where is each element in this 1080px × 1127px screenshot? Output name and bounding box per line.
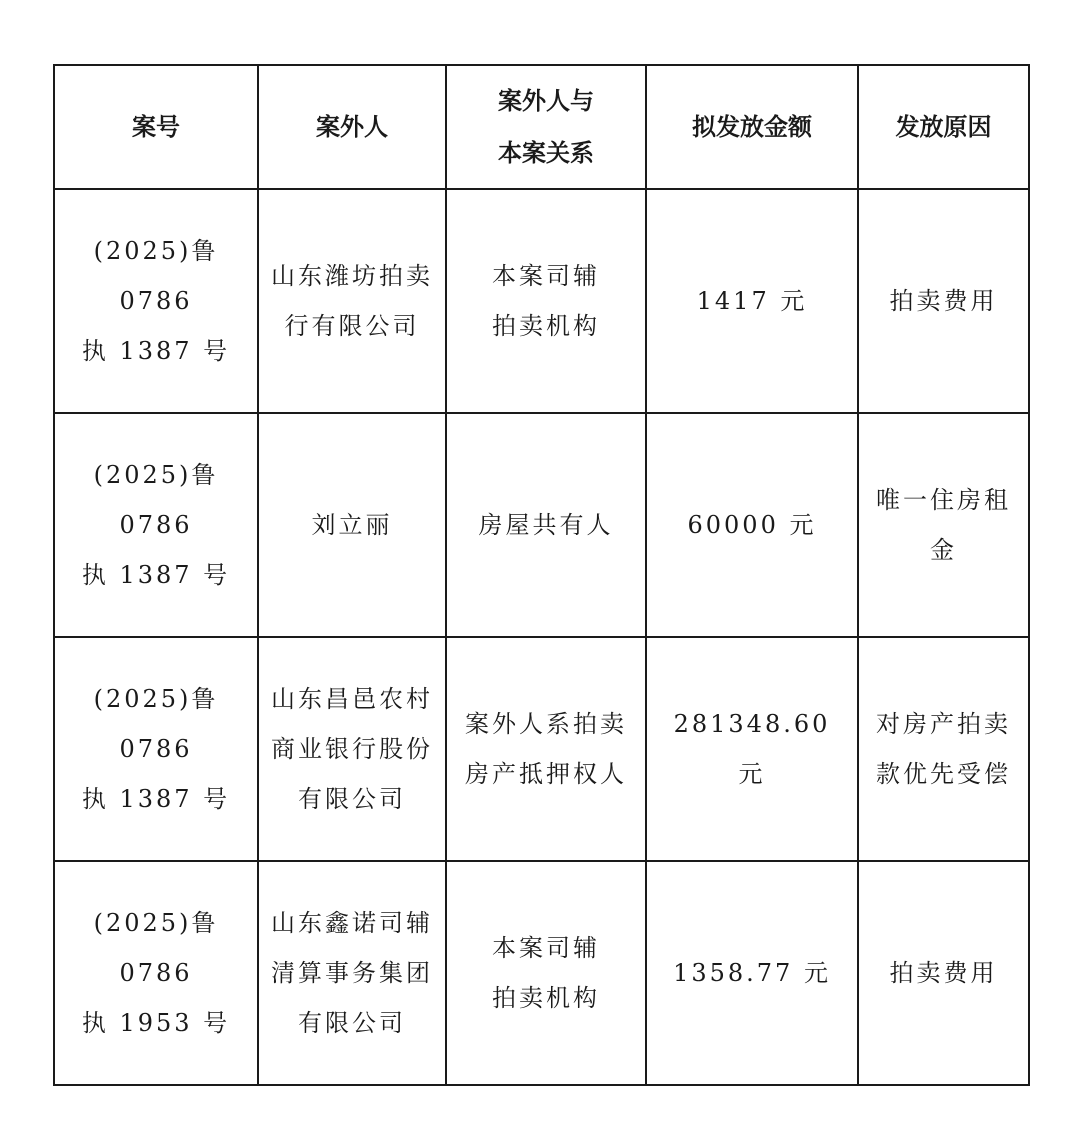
cell-reason: 拍卖费用: [858, 861, 1029, 1085]
cell-case-no: (2025)鲁 0786 执 1387 号: [54, 189, 258, 413]
cell-outsider: 山东潍坊拍卖 行有限公司: [258, 189, 446, 413]
cell-amount: 1417 元: [646, 189, 858, 413]
cell-relation: 本案司辅 拍卖机构: [446, 861, 646, 1085]
header-row: [54, 65, 1029, 189]
cell-relation: 案外人系拍卖 房产抵押权人: [446, 637, 646, 861]
cell-case-no: (2025)鲁 0786 执 1953 号: [54, 861, 258, 1085]
header-relation: 案外人与 本案关系: [446, 65, 646, 189]
table-row: [54, 861, 1029, 1085]
cell-amount: 1358.77 元: [646, 861, 858, 1085]
cell-outsider: 山东鑫诺司辅 清算事务集团 有限公司: [258, 861, 446, 1085]
table-row: [54, 189, 1029, 413]
payment-distribution-table: [53, 64, 1030, 1086]
cell-amount: 60000 元: [646, 413, 858, 637]
cell-reason: 拍卖费用: [858, 189, 1029, 413]
table-row: [54, 637, 1029, 861]
cell-case-no: (2025)鲁 0786 执 1387 号: [54, 413, 258, 637]
header-outsider: 案外人: [258, 65, 446, 189]
table-header: [54, 65, 1029, 189]
cell-reason: 对房产拍卖 款优先受偿: [858, 637, 1029, 861]
header-amount: 拟发放金额: [646, 65, 858, 189]
cell-outsider: 山东昌邑农村 商业银行股份 有限公司: [258, 637, 446, 861]
cell-amount: 281348.60 元: [646, 637, 858, 861]
header-case-no: 案号: [54, 65, 258, 189]
cell-relation: 房屋共有人: [446, 413, 646, 637]
table-row: [54, 413, 1029, 637]
table-body: [54, 189, 1029, 1085]
cell-reason: 唯一住房租金: [858, 413, 1029, 637]
header-reason: 发放原因: [858, 65, 1029, 189]
cell-case-no: (2025)鲁 0786 执 1387 号: [54, 637, 258, 861]
cell-relation: 本案司辅 拍卖机构: [446, 189, 646, 413]
cell-outsider: 刘立丽: [258, 413, 446, 637]
